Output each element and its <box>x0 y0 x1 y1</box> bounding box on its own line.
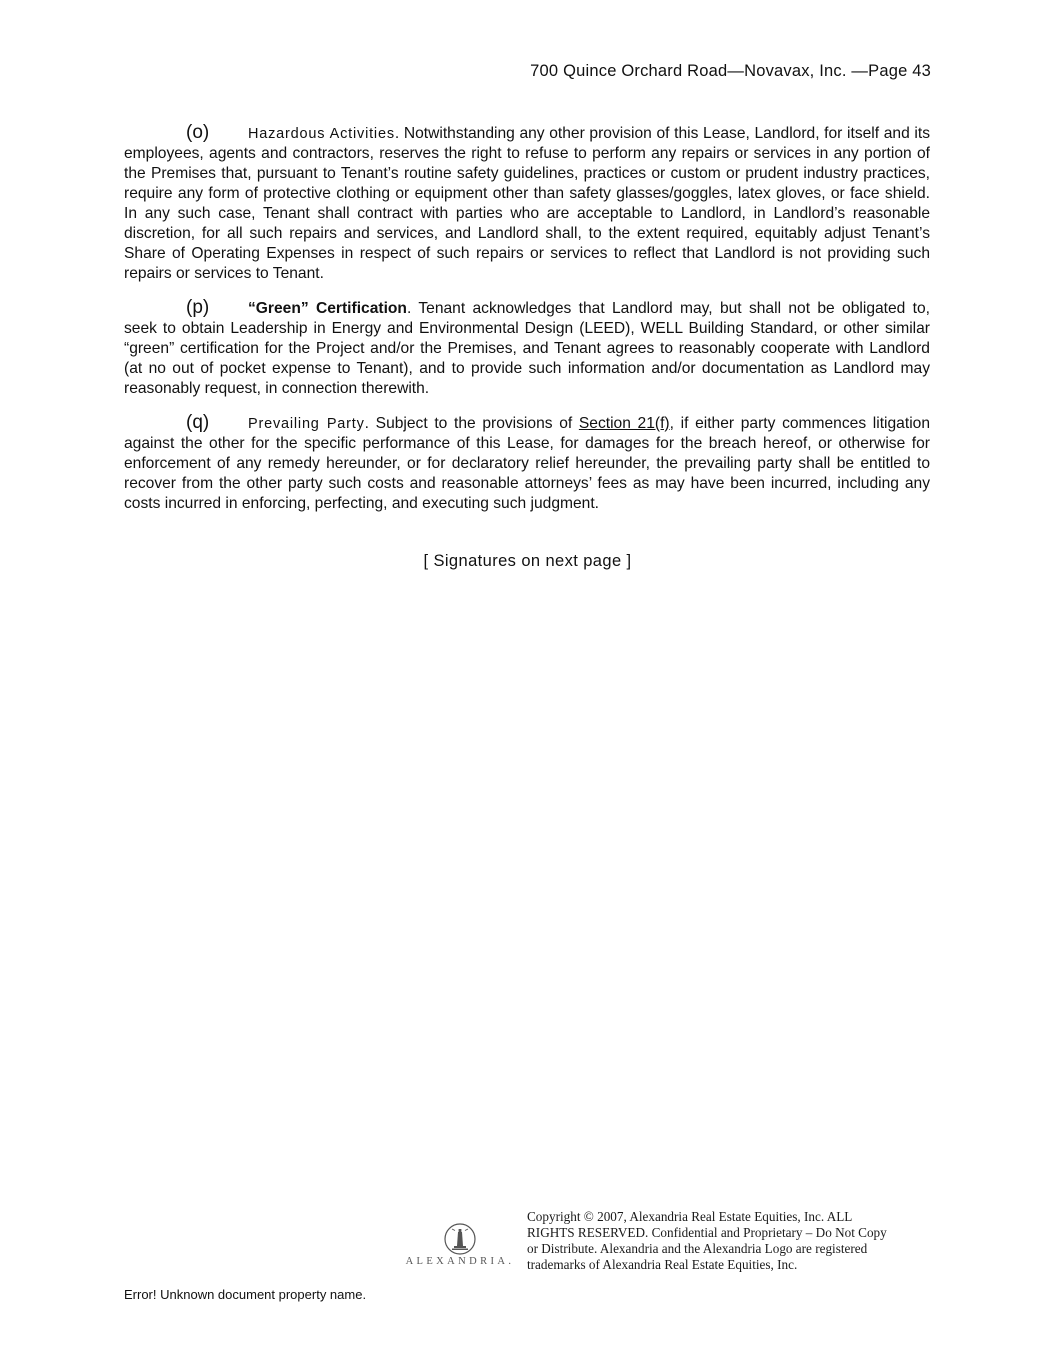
paragraph-marker: (o) <box>186 122 210 143</box>
paragraph-o <box>124 123 930 284</box>
copyright-notice: Copyright © 2007, Alexandria Real Estate Equities, Inc. ALL RIGHTS RESERVED. Confidential and Proprietary – Do Not Copy or Distribute. Alexandria and the Alexandria Logo are registered trademarks of Alexandria Real Estate Equities, Inc. <box>527 1209 887 1272</box>
footer-field-error: Error! Unknown document property name. <box>124 1287 367 1302</box>
paragraph-heading: “Green” Certification <box>248 300 407 317</box>
paragraph-body-after: , if either party commences litigation against the other for the specific performance of this Lease, for damages for the breach hereof, or otherwise for enforcement of any remedy hereunder, or for declaratory relief hereunder, the prevailing party shall be entitled to recover from the other party such costs and reasonable attorneys’ fees as may have been incurred, including any costs incurred in enforcing, perfecting, and executing such judgment. <box>124 415 930 512</box>
paragraph-body: . Tenant acknowledges that Landlord may, but shall not be obligated to, seek to obtain Leadership in Energy and Environmental Design (LEED), WELL Building Standard, or other similar “green” certification for the Project and/or the Premises, and Tenant agrees to reasonably cooperate with Landlord (at no out of pocket expense to Tenant), and to provide such information and/or documentation as Landlord may reasonably request, in connection therewith. <box>124 300 931 397</box>
document-body <box>124 123 930 528</box>
paragraph-p <box>124 298 930 399</box>
paragraph-marker: (q) <box>186 412 210 433</box>
paragraph-marker: (p) <box>186 297 210 318</box>
signatures-note: [ Signatures on next page ] <box>423 552 632 570</box>
paragraph-heading: Hazardous Activities <box>248 126 395 142</box>
alexandria-logo <box>402 1222 518 1272</box>
paragraph-q <box>124 413 930 514</box>
logo-wordmark: ALEXANDRIA. <box>405 1256 515 1267</box>
paragraph-body-before: . Subject to the provisions of <box>364 415 579 432</box>
lighthouse-icon <box>443 1222 477 1256</box>
paragraph-heading: Prevailing Party <box>248 416 365 432</box>
page-header: 700 Quince Orchard Road—Novavax, Inc. —Page 43 <box>530 62 931 80</box>
paragraph-body: . Notwithstanding any other provision of this Lease, Landlord, for itself and its employees, agents and contractors, reserves the right to refuse to perform any repairs or services in any portion of the Premises that, pursuant to Tenant’s routine safety guidelines, practices or custom or prudent industry practices, require any form of protective clothing or equipment other than safety glasses/goggles, latex gloves, or face shield. In any such case, Tenant shall contract with parties who are acceptable to Landlord, in Landlord’s reasonable discretion, for all such repairs and services, and Landlord shall, to the extent required, equitably adjust Tenant’s Share of Operating Expenses in respect of such repairs or services to reflect that Landlord is not providing such repairs or services to Tenant. <box>124 125 930 282</box>
section-reference: Section 21(f) <box>578 415 670 432</box>
